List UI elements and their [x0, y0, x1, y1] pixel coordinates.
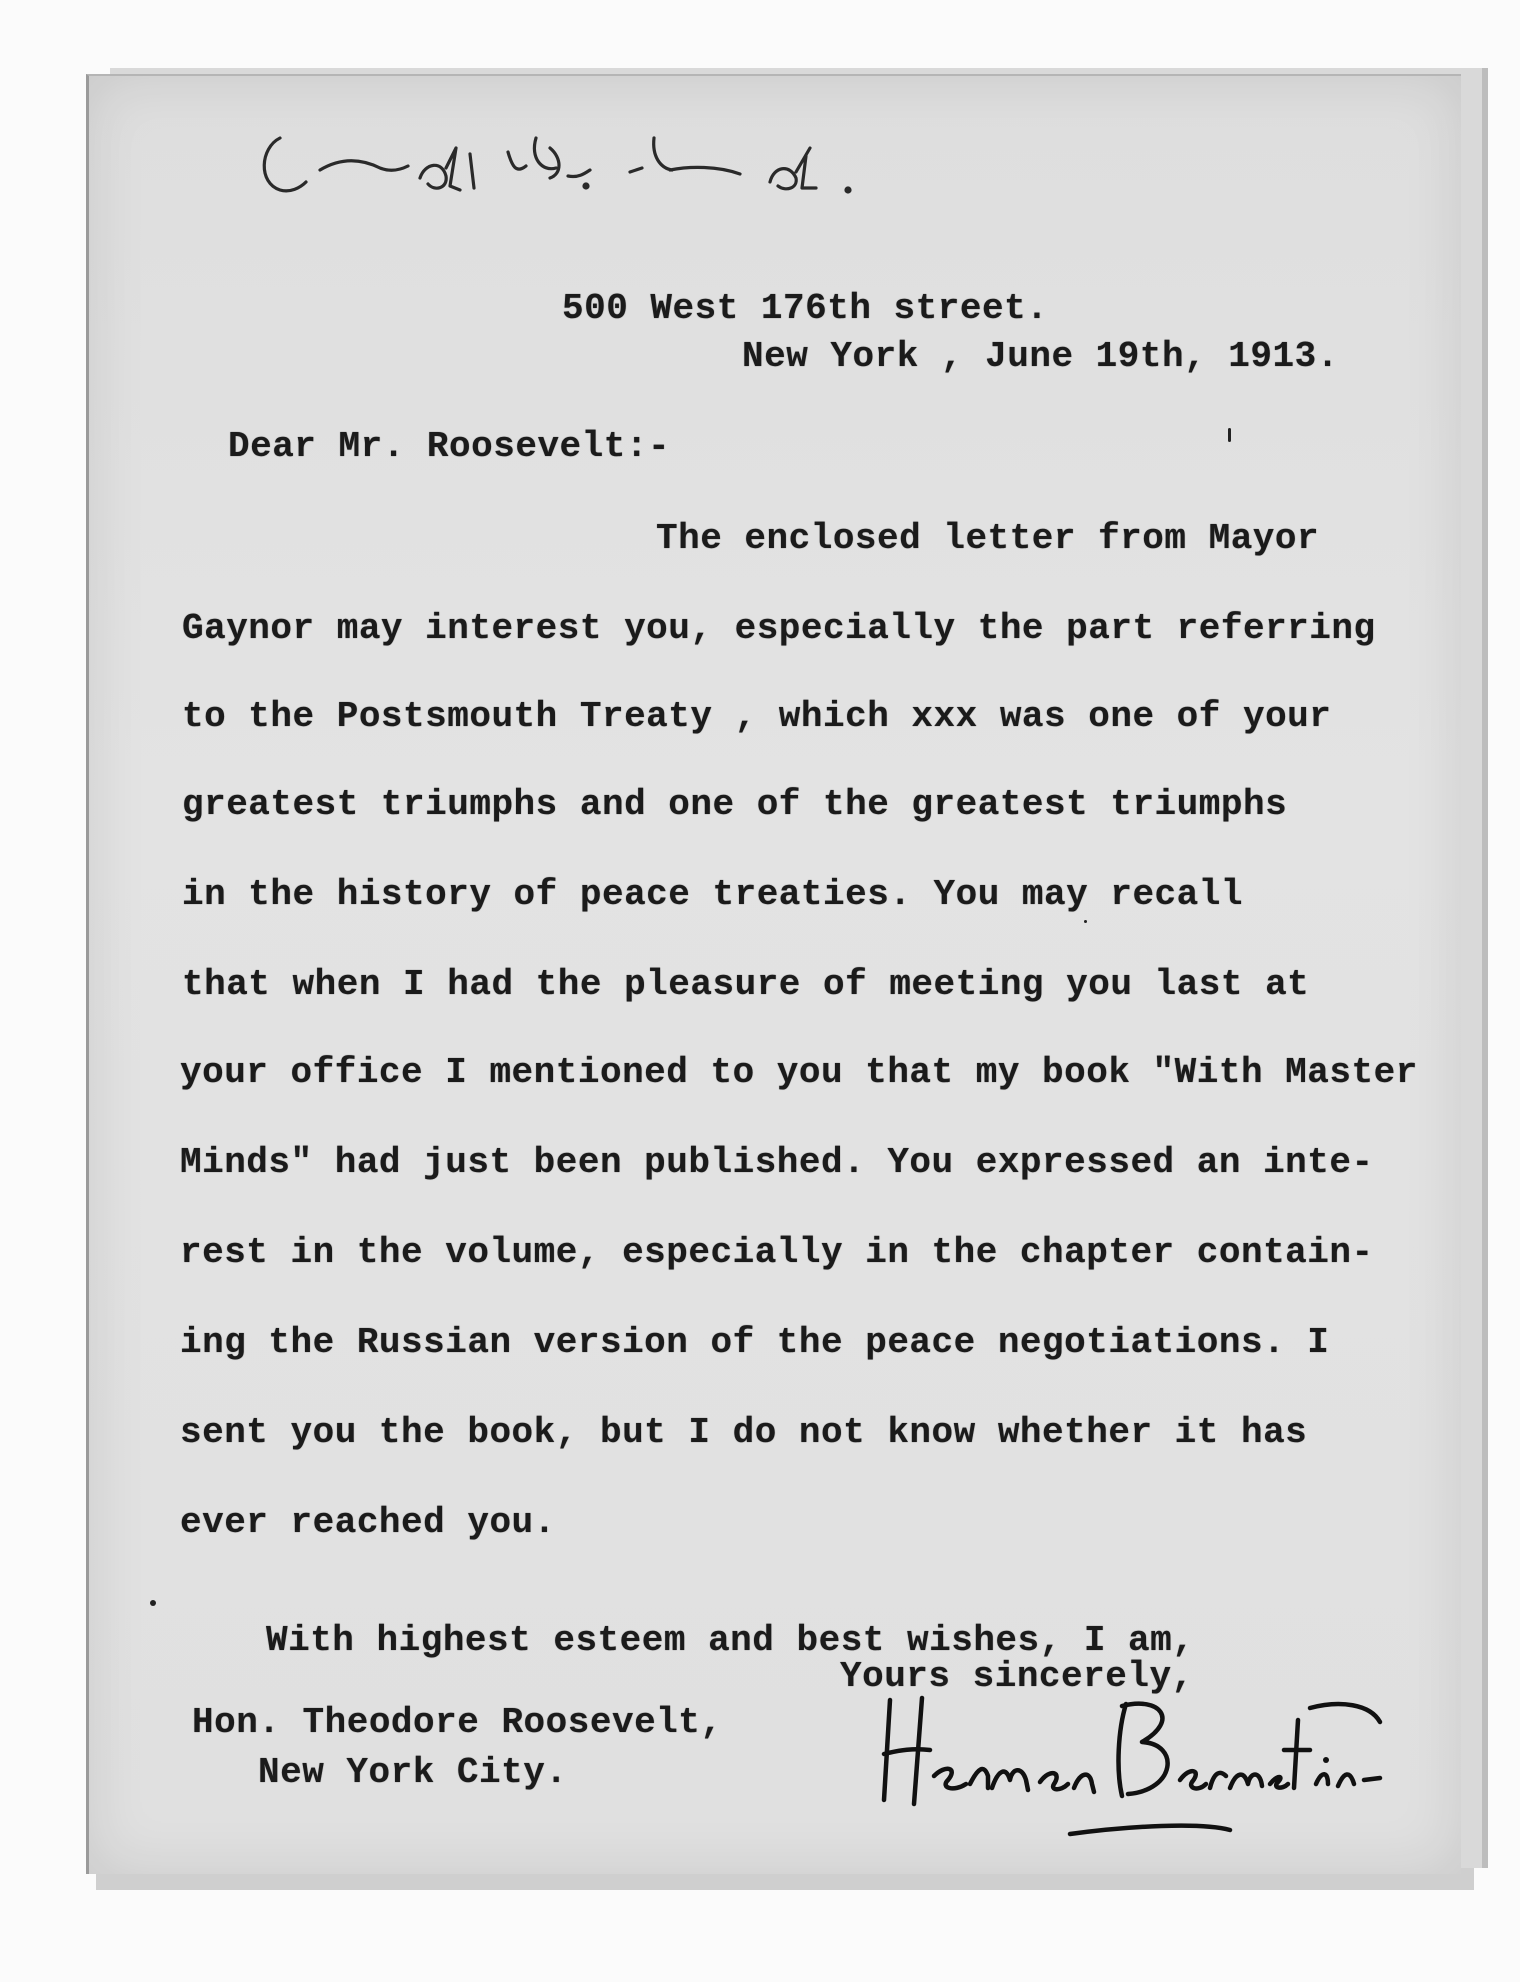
salutation: Dear Mr. Roosevelt:- [228, 426, 671, 467]
address-street: 500 West 176th street. [562, 288, 1049, 329]
recipient-name: Hon. Theodore Roosevelt, [192, 1702, 723, 1743]
body-line: to the Postsmouth Treaty , which xxx was one of your [182, 696, 1332, 737]
handwritten-signature [870, 1680, 1390, 1850]
pencil-annotation [250, 108, 970, 218]
body-line: your office I mentioned to you that my book "With Master [180, 1052, 1418, 1093]
body-line: that when I had the pleasure of meeting you last at [182, 964, 1310, 1005]
body-line: rest in the volume, especially in the chapter contain- [180, 1232, 1374, 1273]
address-city-date: New York , June 19th, 1913. [742, 336, 1339, 377]
recipient-city: New York City. [258, 1752, 568, 1793]
body-line: ever reached you. [180, 1502, 556, 1543]
closing-line: With highest esteem and best wishes, I am, [266, 1620, 1195, 1661]
body-line: sent you the book, but I do not know whether it has [180, 1412, 1308, 1453]
body-line: Minds" had just been published. You expressed an inte- [180, 1142, 1374, 1183]
body-line: in the history of peace treaties. You may recall [182, 874, 1243, 915]
body-line: The enclosed letter from Mayor [656, 518, 1320, 559]
valediction: Yours sincerely, [840, 1656, 1194, 1697]
body-line: greatest triumphs and one of the greatest triumphs [182, 784, 1288, 825]
body-line: Gaynor may interest you, especially the part referring [182, 608, 1376, 649]
body-line: ing the Russian version of the peace negotiations. I [180, 1322, 1330, 1363]
ink-speck [1084, 920, 1087, 923]
ink-speck [150, 1600, 156, 1606]
ink-speck [1228, 428, 1231, 442]
